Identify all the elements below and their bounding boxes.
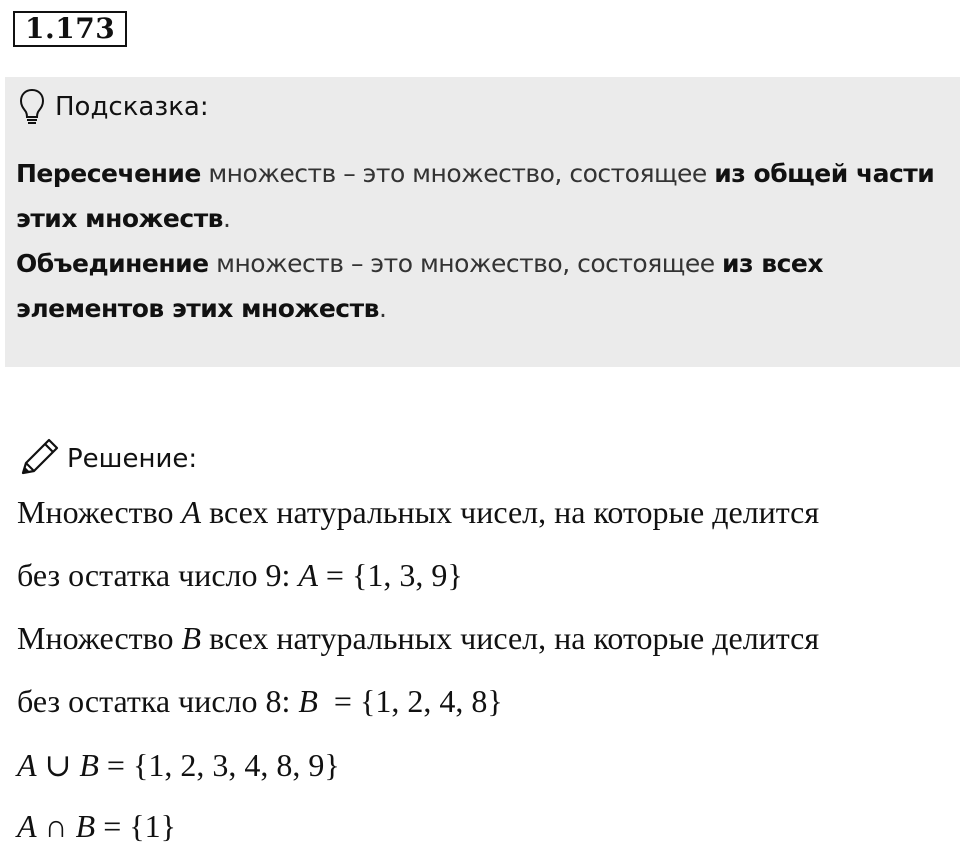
set-variable: B	[79, 747, 99, 783]
solution-line-1	[17, 492, 819, 532]
lightbulb-icon	[19, 88, 45, 126]
set-variable: A	[17, 747, 37, 783]
text-segment: = {1, 3, 9}	[317, 557, 463, 593]
hint-box	[5, 77, 960, 367]
text-segment: Множество	[17, 494, 182, 530]
intersection-result-line	[17, 806, 176, 846]
text-segment: без остатка число 8:	[17, 683, 299, 719]
solution-line-4	[17, 681, 503, 721]
pencil-icon	[17, 435, 61, 484]
set-variable: A	[17, 808, 37, 844]
intersection-end: .	[223, 204, 231, 233]
union-mid: множеств – это множество, состоящее	[208, 249, 723, 278]
union-result-line	[17, 745, 340, 785]
intersection-mid: множеств – это множество, состоящее	[200, 159, 715, 188]
union-end: .	[378, 294, 387, 323]
intersection-operator: ∩	[36, 808, 76, 844]
text-segment: всех натуральных чисел, на которые делится	[201, 494, 820, 530]
text-segment: всех натуральных чисел, на которые делится	[201, 620, 820, 656]
intersection-result: = {1}	[95, 808, 176, 844]
union-operator: ∪	[36, 747, 80, 783]
solution-title: Решение:	[67, 444, 198, 474]
text-segment: Множество	[17, 620, 182, 656]
set-variable: A	[181, 494, 202, 530]
text-segment: без остатка число 9:	[17, 557, 299, 593]
intersection-term: Пересечение	[16, 159, 201, 188]
union-definition	[16, 241, 951, 331]
solution-header	[17, 436, 197, 482]
solution-line-2	[17, 555, 463, 595]
solution-line-3	[17, 618, 819, 658]
union-bold-end: из всех элементов этих множеств	[16, 249, 823, 323]
text-segment: = {1, 2, 4, 8}	[317, 683, 503, 719]
intersection-bold-end: из общей части этих множеств	[16, 159, 935, 233]
hint-title: Подсказка:	[55, 92, 209, 122]
hint-text	[16, 151, 951, 331]
set-variable: B	[75, 808, 96, 844]
set-variable: A	[298, 557, 318, 593]
set-variable: B	[181, 620, 202, 656]
set-variable: B	[298, 683, 318, 719]
hint-header	[19, 87, 209, 127]
union-result: = {1, 2, 3, 4, 8, 9}	[98, 747, 340, 783]
union-term: Объединение	[16, 249, 209, 278]
intersection-definition	[16, 151, 951, 241]
task-number: 1.173	[13, 11, 127, 47]
